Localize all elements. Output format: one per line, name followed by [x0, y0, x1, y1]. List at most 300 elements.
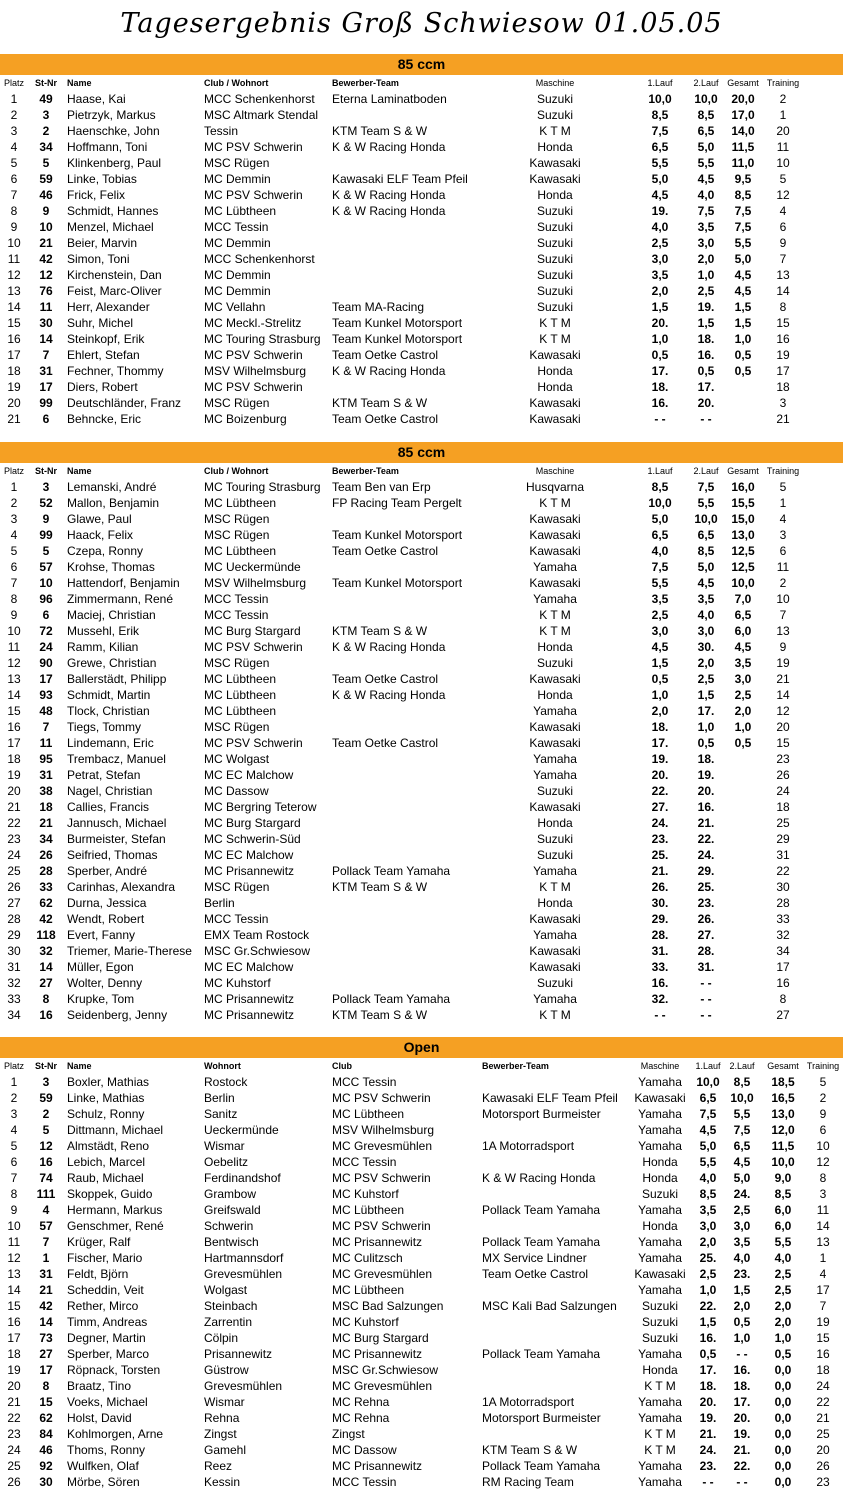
cell-start-number: 16 [39, 1008, 53, 1022]
cell-club: MC Demmin [204, 284, 271, 298]
cell-start-number: 42 [39, 252, 53, 266]
cell-club: MC Prisannewitz [332, 1347, 423, 1361]
table-row [0, 107, 843, 123]
cell-machine: Kawasaki [529, 348, 581, 362]
cell-total: 12,5 [731, 560, 755, 574]
cell-start-number: 33 [39, 880, 53, 894]
cell-run1: 23. [651, 832, 669, 846]
cell-run1: 29. [651, 912, 669, 926]
cell-total: 10,0 [731, 576, 755, 590]
cell-machine: Yamaha [638, 1411, 682, 1425]
cell-run1: 8,5 [651, 108, 669, 122]
cell-run1: 18. [651, 380, 669, 394]
cell-run1: 25. [699, 1251, 717, 1265]
section-85ccm-2 [0, 442, 843, 1023]
cell-club: MC Lübtheen [332, 1283, 405, 1297]
cell-name: Lemanski, André [67, 480, 157, 494]
cell-run1: 20. [699, 1395, 717, 1409]
cell-start-number: 84 [39, 1427, 53, 1441]
cell-residence: Schwerin [204, 1219, 254, 1233]
cell-total: 9,5 [734, 172, 752, 186]
cell-start-number: 7 [42, 348, 50, 362]
cell-start-number: 12 [39, 268, 53, 282]
cell-name: Hermann, Markus [67, 1203, 163, 1217]
cell-total: 1,0 [734, 332, 752, 346]
cell-machine: Kawasaki [529, 576, 581, 590]
cell-run2: 20. [697, 784, 715, 798]
cell-start-number: 42 [39, 912, 53, 926]
cell-run2: 2,5 [697, 284, 715, 298]
cell-platz: 20 [7, 1379, 21, 1393]
cell-training: 3 [779, 396, 787, 410]
cell-machine: Honda [642, 1219, 678, 1233]
cell-name: Behncke, Eric [67, 412, 142, 426]
cell-club: MCC Tessin [332, 1155, 397, 1169]
cell-run2: 1,0 [697, 268, 715, 282]
column-header-run2: 2.Lauf [729, 1061, 755, 1071]
table-row [0, 235, 843, 251]
cell-residence: Greifswald [204, 1203, 261, 1217]
cell-run2: 10,0 [694, 512, 718, 526]
cell-team: 1A Motorradsport [482, 1139, 575, 1153]
cell-run2: 29. [697, 864, 715, 878]
cell-platz: 8 [10, 204, 18, 218]
cell-club: MC PSV Schwerin [204, 348, 303, 362]
cell-club: MC Demmin [204, 172, 271, 186]
table-row [0, 1154, 843, 1170]
cell-total: 2,0 [734, 704, 752, 718]
cell-start-number: 5 [42, 544, 50, 558]
cell-club: MC Lübtheen [332, 1107, 405, 1121]
cell-run1: 10,0 [696, 1075, 720, 1089]
cell-platz: 6 [10, 560, 18, 574]
cell-training: 13 [776, 624, 790, 638]
cell-run1: 8,5 [699, 1187, 717, 1201]
cell-start-number: 34 [39, 140, 53, 154]
cell-platz: 4 [10, 528, 18, 542]
cell-total: 12,0 [771, 1123, 795, 1137]
cell-total: 18,5 [771, 1075, 795, 1089]
cell-run1: 19. [699, 1411, 717, 1425]
cell-platz: 21 [7, 800, 21, 814]
cell-machine: Kawasaki [634, 1091, 686, 1105]
cell-total: 3,0 [734, 672, 752, 686]
table-row [0, 315, 843, 331]
cell-training: 16 [776, 976, 790, 990]
cell-club: MC Schwerin-Süd [204, 832, 301, 846]
cell-training: 21 [776, 412, 790, 426]
cell-total: 0,0 [774, 1379, 792, 1393]
cell-name: Ballerstädt, Philipp [67, 672, 167, 686]
table-row [0, 975, 843, 991]
column-header-total: Gesamt [727, 466, 759, 476]
cell-name: Tlock, Christian [67, 704, 150, 718]
cell-run1: 5,5 [651, 156, 669, 170]
column-header-club: Club [332, 1061, 352, 1071]
cell-run2: 28. [697, 944, 715, 958]
cell-run2: 22. [733, 1459, 751, 1473]
cell-run2: 6,5 [697, 124, 715, 138]
cell-machine: Kawasaki [529, 800, 581, 814]
table-row [0, 543, 843, 559]
cell-run1: 31. [651, 944, 669, 958]
cell-run2: 4,0 [697, 608, 715, 622]
cell-start-number: 38 [39, 784, 53, 798]
cell-run1: 32. [651, 992, 669, 1006]
cell-residence: Berlin [204, 1091, 235, 1105]
table-row [0, 347, 843, 363]
table-row [0, 203, 843, 219]
cell-name: Triemer, Marie-Therese [67, 944, 192, 958]
cell-start-number: 9 [42, 204, 50, 218]
cell-machine: Yamaha [533, 560, 577, 574]
cell-residence: Ueckermünde [204, 1123, 279, 1137]
cell-club: MC Lübtheen [204, 704, 277, 718]
cell-platz: 7 [10, 576, 18, 590]
cell-team: K & W Racing Honda [332, 364, 446, 378]
cell-club: MCC Schenkenhorst [204, 92, 315, 106]
cell-total: 14,0 [731, 124, 755, 138]
cell-total: 0,5 [734, 736, 752, 750]
cell-start-number: 8 [42, 1379, 50, 1393]
cell-name: Trembacz, Manuel [67, 752, 166, 766]
cell-name: Feist, Marc-Oliver [67, 284, 162, 298]
cell-residence: Kessin [204, 1475, 241, 1489]
cell-team: Kawasaki ELF Team Pfeil [332, 172, 468, 186]
cell-name: Skoppek, Guido [67, 1187, 153, 1201]
table-row [0, 1186, 843, 1202]
table-row [0, 623, 843, 639]
cell-run2: 2,5 [733, 1203, 751, 1217]
cell-run1: 18. [651, 720, 669, 734]
cell-training: 33 [776, 912, 790, 926]
cell-run1: 28. [651, 928, 669, 942]
cell-run1: 17. [651, 736, 669, 750]
cell-start-number: 10 [39, 220, 53, 234]
cell-machine: Suzuki [536, 848, 574, 862]
cell-machine: Kawasaki [529, 396, 581, 410]
cell-machine: Kawasaki [529, 720, 581, 734]
table-row [0, 687, 843, 703]
cell-platz: 8 [10, 1187, 18, 1201]
cell-run2: 4,5 [697, 576, 715, 590]
cell-run1: 7,5 [651, 124, 669, 138]
cell-run1: 27. [651, 800, 669, 814]
cell-club: Berlin [204, 896, 235, 910]
cell-total: 0,5 [774, 1347, 792, 1361]
cell-start-number: 26 [39, 848, 53, 862]
cell-training: 10 [776, 156, 790, 170]
cell-start-number: 27 [39, 976, 53, 990]
cell-run1: 2,5 [651, 608, 669, 622]
cell-name: Almstädt, Reno [67, 1139, 150, 1153]
cell-machine: Yamaha [638, 1235, 682, 1249]
cell-name: Krohse, Thomas [67, 560, 155, 574]
cell-residence: Sanitz [204, 1107, 238, 1121]
cell-start-number: 48 [39, 704, 53, 718]
column-header-name: Name [67, 1061, 92, 1071]
table-row [0, 1138, 843, 1154]
table-row [0, 991, 843, 1007]
column-header-machine: Maschine [535, 466, 575, 476]
cell-machine: Suzuki [536, 204, 574, 218]
table-row [0, 655, 843, 671]
cell-training: 20 [776, 720, 790, 734]
cell-club: MC Prisannewitz [332, 1459, 423, 1473]
cell-platz: 6 [10, 1155, 18, 1169]
cell-club: MSC Rügen [204, 880, 270, 894]
cell-machine: Honda [642, 1155, 678, 1169]
cell-start-number: 59 [39, 1091, 53, 1105]
cell-start-number: 99 [39, 528, 53, 542]
cell-machine: Honda [537, 816, 573, 830]
cell-name: Callies, Francis [67, 800, 150, 814]
column-header-run2: 2.Lauf [693, 466, 719, 476]
cell-club: MC PSV Schwerin [204, 736, 303, 750]
cell-machine: K T M [539, 608, 571, 622]
cell-training: 19 [776, 348, 790, 362]
cell-club: MC EC Malchow [204, 848, 294, 862]
cell-club: EMX Team Rostock [204, 928, 310, 942]
cell-machine: Kawasaki [529, 736, 581, 750]
cell-run1: 19. [651, 752, 669, 766]
cell-run1: 5,0 [651, 512, 669, 526]
cell-training: 7 [779, 252, 787, 266]
cell-run2: 8,5 [697, 108, 715, 122]
cell-team: KTM Team S & W [332, 396, 428, 410]
cell-team: Team MA-Racing [332, 300, 425, 314]
cell-start-number: 111 [36, 1187, 56, 1201]
cell-training: 1 [779, 496, 787, 510]
cell-total: 11,5 [731, 140, 755, 154]
cell-run2: 5,0 [733, 1171, 751, 1185]
cell-platz: 2 [10, 108, 18, 122]
cell-run2: 3,0 [697, 624, 715, 638]
table-row [0, 219, 843, 235]
cell-machine: Honda [537, 380, 573, 394]
table-row [0, 911, 843, 927]
cell-total: 20,0 [731, 92, 755, 106]
cell-run1: 16. [651, 396, 669, 410]
column-header-row [0, 463, 843, 479]
cell-run2: 7,5 [697, 204, 715, 218]
cell-start-number: 17 [39, 380, 53, 394]
cell-run2: 5,0 [697, 140, 715, 154]
cell-platz: 5 [10, 1139, 18, 1153]
cell-name: Carinhas, Alexandra [67, 880, 176, 894]
cell-machine: Suzuki [641, 1331, 679, 1345]
cell-machine: Suzuki [641, 1315, 679, 1329]
cell-team: MSC Kali Bad Salzungen [482, 1299, 617, 1313]
cell-run1: 25. [651, 848, 669, 862]
cell-total: 15,0 [731, 512, 755, 526]
table-row [0, 815, 843, 831]
cell-machine: K T M [539, 124, 571, 138]
cell-run2: 23. [733, 1267, 751, 1281]
cell-start-number: 42 [39, 1299, 53, 1313]
cell-run1: 21. [699, 1427, 717, 1441]
cell-residence: Ferdinandshof [204, 1171, 281, 1185]
cell-name: Ehlert, Stefan [67, 348, 140, 362]
cell-team: K & W Racing Honda [332, 640, 446, 654]
cell-platz: 23 [7, 1427, 21, 1441]
cell-platz: 16 [7, 332, 21, 346]
cell-run1: 3,0 [651, 624, 669, 638]
cell-training: 17 [776, 960, 790, 974]
cell-start-number: 5 [42, 156, 50, 170]
cell-platz: 17 [7, 736, 21, 750]
cell-machine: Yamaha [533, 752, 577, 766]
cell-run1: 22. [651, 784, 669, 798]
column-header-start-number: St-Nr [35, 78, 57, 88]
cell-total: 16,0 [731, 480, 755, 494]
cell-club: MC Bergring Teterow [204, 800, 317, 814]
cell-training: 22 [816, 1395, 830, 1409]
cell-club: MC Grevesmühlen [332, 1267, 433, 1281]
table-row [0, 395, 843, 411]
cell-club: MC Kuhstorf [332, 1315, 399, 1329]
table-row [0, 1442, 843, 1458]
table-row [0, 479, 843, 495]
cell-team: Team Oetke Castrol [332, 544, 439, 558]
cell-club: MC PSV Schwerin [204, 140, 303, 154]
cell-total: 11,0 [731, 156, 755, 170]
cell-training: 11 [776, 140, 790, 154]
cell-run2: 1,5 [697, 316, 715, 330]
cell-name: Raub, Michael [67, 1171, 144, 1185]
cell-club: MC Grevesmühlen [332, 1139, 433, 1153]
cell-run2: 1,0 [697, 720, 715, 734]
cell-machine: Honda [537, 364, 573, 378]
cell-total: 0,0 [774, 1411, 792, 1425]
cell-team: MX Service Lindner [482, 1251, 587, 1265]
cell-residence: Bentwisch [204, 1235, 259, 1249]
table-row [0, 943, 843, 959]
cell-run1: 23. [699, 1459, 717, 1473]
cell-club: MC Dassow [204, 784, 269, 798]
column-header-row [0, 1058, 843, 1074]
cell-start-number: 62 [39, 896, 53, 910]
cell-club: Tessin [204, 124, 239, 138]
cell-total: 0,0 [774, 1475, 792, 1489]
cell-training: 18 [816, 1363, 830, 1377]
cell-club: MC Burg Stargard [204, 816, 301, 830]
cell-name: Petrat, Stefan [67, 768, 141, 782]
cell-club: MCC Tessin [332, 1075, 397, 1089]
cell-training: 4 [779, 204, 787, 218]
cell-machine: Kawasaki [529, 412, 581, 426]
cell-name: Wulfken, Olaf [67, 1459, 139, 1473]
cell-run1: 5,0 [651, 172, 669, 186]
cell-name: Seidenberg, Jenny [67, 1008, 168, 1022]
cell-total: 10,0 [771, 1155, 795, 1169]
cell-run1: 3,0 [699, 1219, 717, 1233]
cell-run2: 17. [697, 704, 715, 718]
cell-training: 15 [776, 316, 790, 330]
cell-training: 18 [776, 380, 790, 394]
cell-team: Pollack Team Yamaha [332, 992, 451, 1006]
cell-start-number: 3 [42, 1075, 50, 1089]
cell-training: 24 [776, 784, 790, 798]
cell-club: MSC Rügen [204, 156, 270, 170]
cell-run2: 21. [733, 1443, 751, 1457]
cell-start-number: 14 [39, 960, 53, 974]
cell-platz: 25 [7, 864, 21, 878]
cell-platz: 1 [10, 1075, 18, 1089]
table-row [0, 1007, 843, 1023]
table-row [0, 1218, 843, 1234]
cell-run1: 33. [651, 960, 669, 974]
cell-club: MSC Rügen [204, 656, 270, 670]
cell-club: MC PSV Schwerin [204, 188, 303, 202]
cell-platz: 26 [7, 880, 21, 894]
cell-total: 0,0 [774, 1395, 792, 1409]
cell-name: Wolter, Denny [67, 976, 143, 990]
cell-run1: 3,5 [651, 592, 669, 606]
column-header-machine: Maschine [640, 1061, 680, 1071]
cell-run1: 4,5 [651, 640, 669, 654]
cell-platz: 26 [7, 1475, 21, 1489]
cell-name: Mallon, Benjamin [67, 496, 160, 510]
cell-name: Mörbe, Sören [67, 1475, 140, 1489]
cell-club: MC Rehna [332, 1411, 390, 1425]
cell-start-number: 72 [39, 624, 53, 638]
table-row [0, 671, 843, 687]
cell-training: 5 [819, 1075, 827, 1089]
cell-name: Hattendorf, Benjamin [67, 576, 180, 590]
table-row [0, 1378, 843, 1394]
cell-residence: Grevesmühlen [204, 1379, 283, 1393]
cell-name: Pietrzyk, Markus [67, 108, 156, 122]
cell-run1: 20. [651, 768, 669, 782]
cell-training: 10 [816, 1139, 830, 1153]
cell-start-number: 49 [39, 92, 53, 106]
cell-platz: 7 [10, 1171, 18, 1185]
cell-name: Sperber, André [67, 864, 148, 878]
cell-training: 10 [776, 592, 790, 606]
column-header-training: Training [806, 1061, 840, 1071]
cell-machine: Kawasaki [634, 1267, 686, 1281]
cell-team: Pollack Team Yamaha [482, 1235, 601, 1249]
cell-club: MC Lübtheen [204, 688, 277, 702]
cell-total: 9,0 [774, 1171, 792, 1185]
cell-total: 8,5 [774, 1187, 792, 1201]
cell-run1: 5,0 [699, 1139, 717, 1153]
cell-team: FP Racing Team Pergelt [332, 496, 462, 510]
cell-platz: 9 [10, 608, 18, 622]
cell-machine: Kawasaki [529, 172, 581, 186]
cell-platz: 10 [7, 624, 21, 638]
cell-name: Müller, Egon [67, 960, 134, 974]
cell-total: 0,0 [774, 1459, 792, 1473]
cell-run2: 31. [697, 960, 715, 974]
cell-training: 25 [776, 816, 790, 830]
cell-run2: 4,5 [697, 172, 715, 186]
cell-team: Team Oetke Castrol [332, 348, 439, 362]
cell-run1: 2,5 [651, 236, 669, 250]
cell-platz: 29 [7, 928, 21, 942]
cell-platz: 15 [7, 316, 21, 330]
column-header-team: Bewerber-Team [332, 78, 399, 88]
cell-start-number: 92 [39, 1459, 53, 1473]
table-row [0, 783, 843, 799]
cell-start-number: 15 [39, 1395, 53, 1409]
cell-training: 4 [819, 1267, 827, 1281]
cell-training: 28 [776, 896, 790, 910]
cell-start-number: 34 [39, 832, 53, 846]
cell-platz: 13 [7, 284, 21, 298]
cell-run2: 8,5 [697, 544, 715, 558]
